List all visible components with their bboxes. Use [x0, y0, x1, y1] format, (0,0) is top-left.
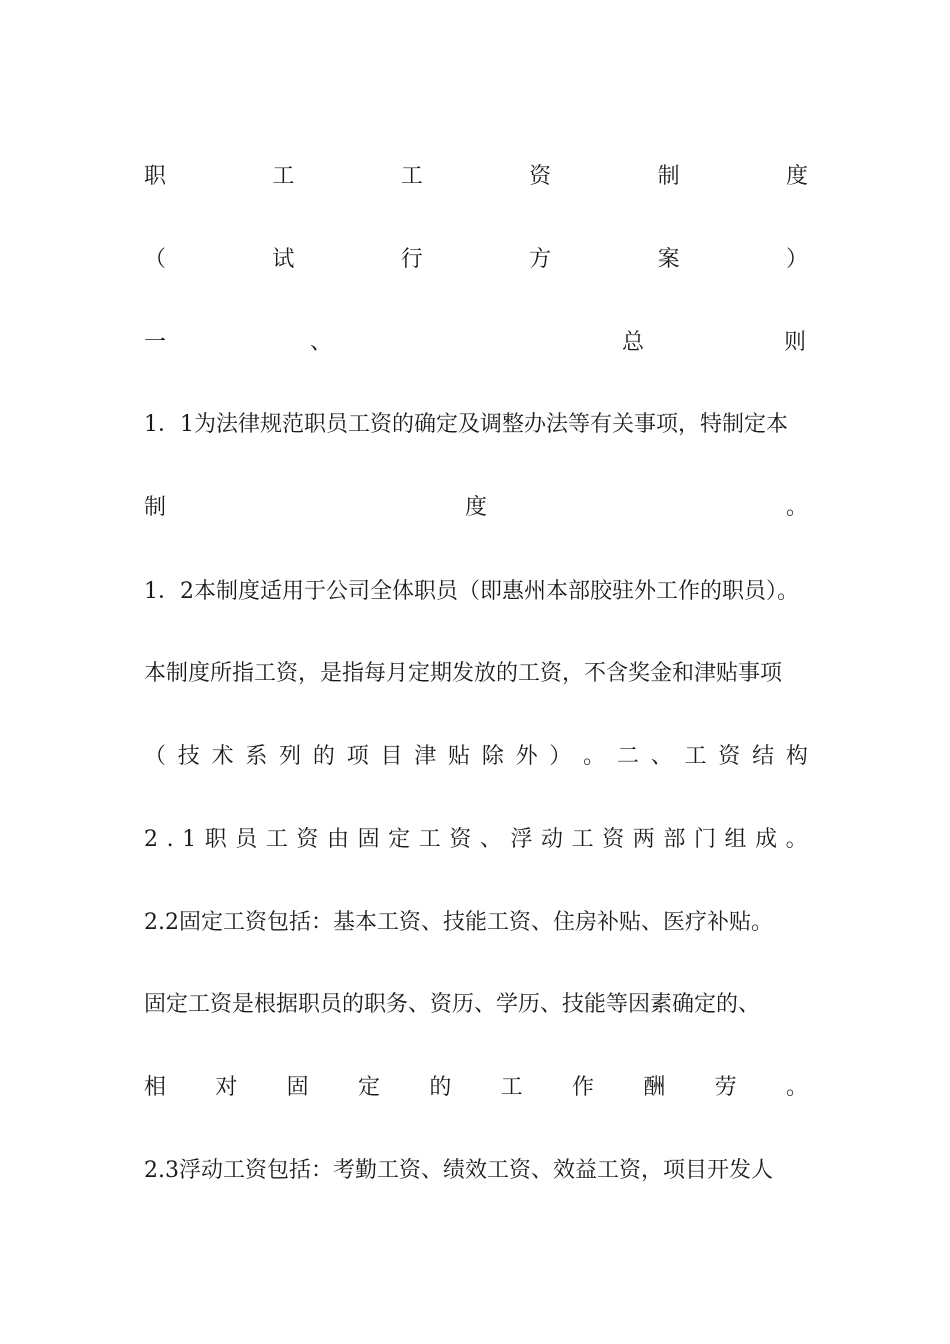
spaced-char: 、 [479, 827, 502, 852]
spaced-char: 部 [663, 827, 686, 852]
spaced-char: 项 [346, 744, 369, 769]
spaced-char: 资 [602, 827, 625, 852]
spaced-char: 二 [616, 744, 639, 769]
spaced-char: 系 [245, 744, 268, 769]
spaced-char: 外 [515, 744, 538, 769]
clause-1-2-end-and-section-2-heading [144, 737, 808, 777]
spaced-char: 职 [204, 827, 227, 852]
spaced-char: 、 [650, 744, 673, 769]
spaced-char: 。 [583, 744, 606, 769]
spaced-char: 结 [752, 744, 775, 769]
spaced-char: 工 [571, 827, 594, 852]
spaced-char: 劳 [714, 1075, 737, 1100]
section-heading-general [144, 323, 808, 363]
spaced-char: 制 [144, 495, 167, 520]
spaced-char: 方 [529, 247, 552, 272]
spaced-char: 固 [286, 1075, 309, 1100]
document-title [144, 157, 808, 197]
spaced-char: 构 [785, 744, 808, 769]
spaced-char: 酬 [643, 1075, 666, 1100]
spaced-char: （ [144, 744, 167, 769]
spaced-char: 工 [418, 827, 441, 852]
spaced-char: 。 [785, 1075, 808, 1100]
clause-2-2-end-text [144, 1068, 808, 1108]
heading-char: 一 [144, 330, 167, 355]
clause-1-2-text: 1．2本制度适用于公司全体职员（即惠州本部胶驻外工作的职员）。 [144, 579, 799, 604]
heading-char: 则 [784, 330, 807, 355]
heading-char: 总 [622, 330, 645, 355]
spaced-char: 浮 [510, 827, 533, 852]
spaced-char: 工 [265, 827, 288, 852]
spaced-char: 资 [718, 744, 741, 769]
clause-2-1-text [144, 820, 808, 860]
spaced-char: 工 [684, 744, 707, 769]
clause-1-2-continuation: 本制度所指工资，是指每月定期发放的工资，不含奖金和津贴事项 [144, 661, 783, 686]
spaced-char: 2 [144, 827, 158, 852]
spaced-char: 动 [541, 827, 564, 852]
spaced-char: 贴 [448, 744, 471, 769]
clause-1-1-end-text [144, 488, 808, 528]
spaced-char: 术 [211, 744, 234, 769]
spaced-char: ） [549, 744, 572, 769]
spaced-char: 。 [785, 495, 808, 520]
spaced-char: 试 [272, 247, 295, 272]
spaced-char: 行 [400, 247, 423, 272]
spaced-char: 除 [481, 744, 504, 769]
spaced-char: 成 [755, 827, 778, 852]
spaced-char: 列 [279, 744, 302, 769]
spaced-char: . [166, 827, 174, 852]
spaced-char: 相 [144, 1075, 167, 1100]
spaced-char: 度 [785, 164, 808, 189]
spaced-char: 固 [357, 827, 380, 852]
spaced-char: 对 [215, 1075, 238, 1100]
clause-1-1-text: 1．1为法律规范职员工资的确定及调整办法等有关事项，特制定本 [144, 412, 788, 437]
spaced-char: 工 [500, 1075, 523, 1100]
spaced-char: 职 [144, 164, 167, 189]
heading-char: 、 [310, 330, 333, 355]
spaced-char: 案 [657, 247, 680, 272]
spaced-char: 津 [414, 744, 437, 769]
spaced-char: 资 [296, 827, 319, 852]
spaced-char: （ [144, 247, 167, 272]
spaced-char: 定 [357, 1075, 380, 1100]
document-subtitle [144, 240, 808, 280]
clause-2-2-continuation: 固定工资是根据职员的职务、资历、学历、技能等因素确定的、 [144, 992, 761, 1017]
spaced-char: 的 [312, 744, 335, 769]
clause-2-3-text: 2.3浮动工资包括：考勤工资、绩效工资、效益工资，项目开发人 [144, 1158, 773, 1183]
spaced-char: 制 [657, 164, 680, 189]
spaced-char: 员 [235, 827, 258, 852]
spaced-char: 由 [327, 827, 350, 852]
spaced-char: 作 [571, 1075, 594, 1100]
spaced-char: 工 [272, 164, 295, 189]
spaced-char: ） [785, 247, 808, 272]
clause-2-2-text: 2.2固定工资包括：基本工资、技能工资、住房补贴、医疗补贴。 [144, 910, 773, 935]
spaced-char: 1 [182, 827, 197, 852]
spaced-char: 门 [693, 827, 716, 852]
spaced-char: 两 [632, 827, 655, 852]
spaced-char: 技 [177, 744, 200, 769]
spaced-char: 度 [464, 495, 487, 520]
spaced-char: 资 [529, 164, 552, 189]
spaced-char: 工 [400, 164, 423, 189]
spaced-char: 。 [785, 827, 808, 852]
spaced-char: 资 [449, 827, 472, 852]
spaced-char: 目 [380, 744, 403, 769]
spaced-char: 的 [429, 1075, 452, 1100]
spaced-char: 定 [388, 827, 411, 852]
spaced-char: 组 [724, 827, 747, 852]
